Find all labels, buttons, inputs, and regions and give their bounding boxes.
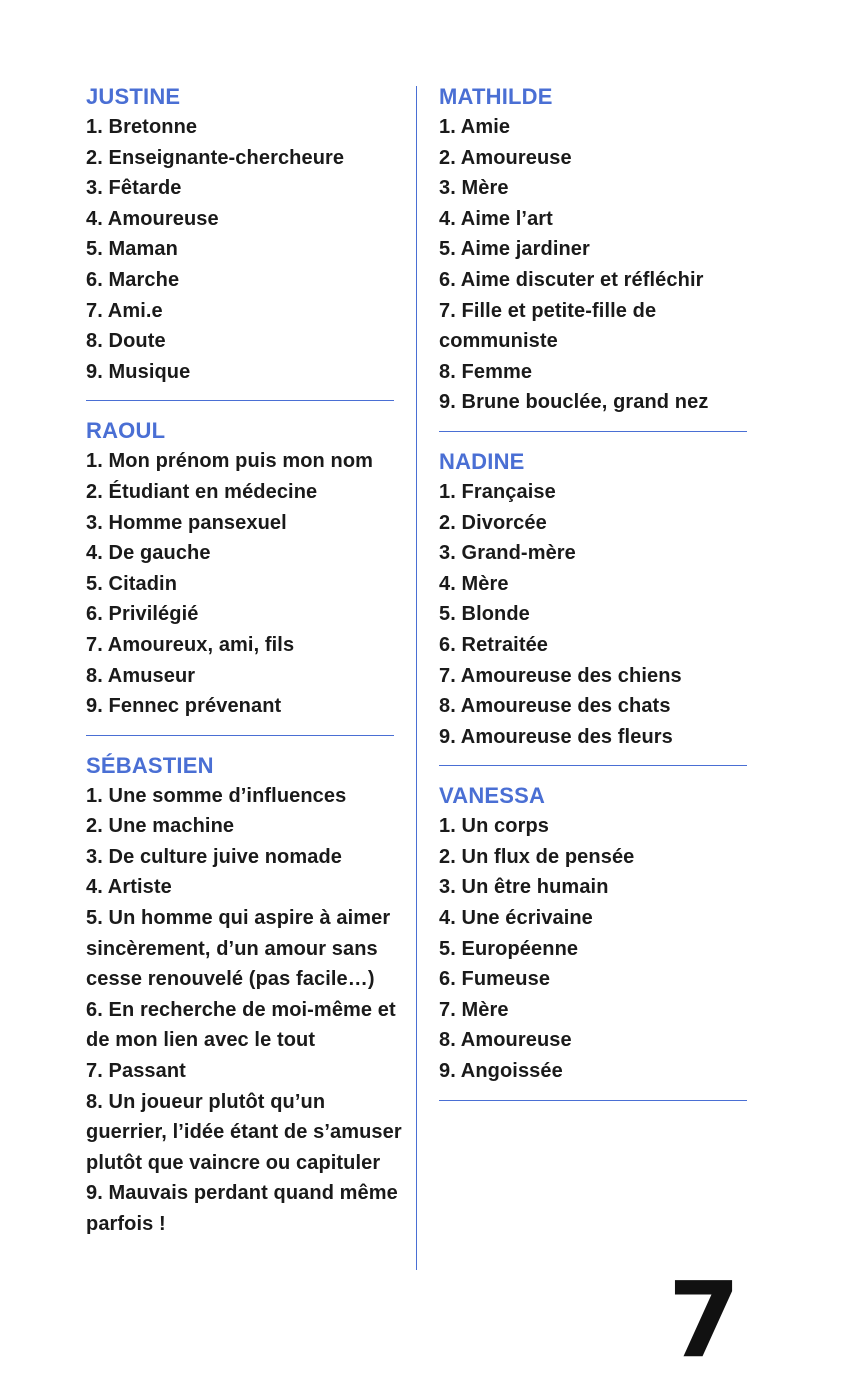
list-item: 9. Mauvais perdant quand même parfois !	[86, 1182, 398, 1235]
section-vanessa	[439, 781, 749, 1086]
section-title: RAOUL	[86, 418, 166, 444]
list-item: 2. Enseignante-chercheure	[86, 146, 345, 169]
list-item: 3. Grand-mère	[439, 542, 576, 565]
list-item: 5. Un homme qui aspire à aimer sincèrement, d’un amour sans cesse renouvelé (pas facile…)	[86, 907, 391, 991]
section-nadine	[439, 447, 749, 752]
item-list	[86, 112, 406, 387]
list-item: 9. Fennec prévenant	[86, 695, 282, 718]
section-divider	[439, 431, 747, 432]
list-item: 1. Française	[439, 480, 556, 503]
list-item: 4. De gauche	[86, 542, 211, 565]
list-item: 6. Aime discuter et réfléchir	[439, 268, 704, 291]
list-item: 7. Amoureuse des chiens	[439, 664, 682, 687]
section-title: SÉBASTIEN	[86, 752, 214, 778]
list-item: 6. Privilégié	[86, 603, 199, 626]
item-list	[86, 781, 406, 1240]
list-item: 7. Fille et petite-fille de communiste	[439, 299, 657, 353]
list-item: 9. Musique	[86, 360, 191, 383]
item-list	[439, 477, 749, 752]
list-item: 3. Un être humain	[439, 876, 609, 899]
list-item: 3. Homme pansexuel	[86, 511, 287, 534]
page-number: 7	[668, 1259, 741, 1381]
right-column	[439, 82, 749, 1116]
list-item: 8. Femme	[439, 360, 533, 383]
section-divider	[86, 735, 394, 736]
list-item: 4. Amoureuse	[86, 207, 219, 230]
list-item: 8. Un joueur plutôt qu’un guerrier, l’idée étant de s’amuser plutôt que vaincre ou capituler	[86, 1090, 402, 1174]
list-item: 8. Amuseur	[86, 664, 196, 687]
list-item: 2. Amoureuse	[439, 146, 572, 169]
list-item: 6. Marche	[86, 268, 180, 291]
list-item: 5. Aime jardiner	[439, 238, 590, 261]
list-item: 1. Bretonne	[86, 116, 198, 138]
list-item: 2. Une machine	[86, 815, 235, 838]
section-title: JUSTINE	[86, 84, 181, 109]
list-item: 1. Amie	[439, 116, 511, 138]
list-item: 7. Mère	[439, 998, 509, 1021]
list-item: 6. En recherche de moi-même et de mon lien avec le tout	[86, 998, 396, 1052]
list-item: 1. Une somme d’influences	[86, 784, 347, 807]
section-title: MATHILDE	[439, 84, 553, 109]
list-item: 2. Étudiant en médecine	[86, 480, 318, 503]
section-divider	[439, 1100, 747, 1101]
list-item: 5. Citadin	[86, 572, 178, 595]
list-item: 2. Un flux de pensée	[439, 845, 635, 868]
list-item: 9. Amoureuse des fleurs	[439, 725, 673, 748]
list-item: 5. Maman	[86, 238, 178, 261]
list-item: 3. Fêtarde	[86, 177, 182, 200]
list-item: 8. Doute	[86, 330, 166, 353]
section-title: VANESSA	[439, 783, 546, 809]
list-item: 8. Amoureuse des chats	[439, 695, 671, 718]
section-divider	[439, 765, 747, 766]
left-column	[86, 82, 406, 1240]
list-item: 7. Ami.e	[86, 299, 163, 322]
list-item: 5. Européenne	[439, 937, 579, 960]
list-item: 6. Retraitée	[439, 633, 549, 656]
section-title: NADINE	[439, 448, 525, 474]
list-item: 8. Amoureuse	[439, 1029, 572, 1052]
list-item: 4. Une écrivaine	[439, 907, 593, 930]
item-list	[86, 446, 406, 721]
item-list	[439, 811, 749, 1086]
list-item: 4. Aime l’art	[439, 207, 553, 230]
section-mathilde	[439, 82, 749, 418]
section-sebastien	[86, 751, 406, 1240]
list-item: 9. Angoissée	[439, 1060, 563, 1083]
list-item: 7. Passant	[86, 1060, 186, 1083]
list-item: 3. Mère	[439, 177, 509, 200]
item-list	[439, 112, 749, 418]
list-item: 7. Amoureux, ami, fils	[86, 633, 295, 656]
list-item: 1. Mon prénom puis mon nom	[86, 450, 374, 473]
list-item: 2. Divorcée	[439, 511, 547, 534]
section-raoul	[86, 416, 406, 721]
section-divider	[86, 400, 394, 401]
list-item: 5. Blonde	[439, 603, 530, 626]
list-item: 4. Mère	[439, 572, 509, 595]
list-item: 1. Un corps	[439, 815, 550, 838]
section-justine	[86, 82, 406, 387]
list-item: 6. Fumeuse	[439, 968, 551, 991]
list-item: 4. Artiste	[86, 876, 172, 899]
column-divider	[416, 86, 417, 1270]
list-item: 9. Brune bouclée, grand nez	[439, 391, 709, 414]
list-item: 3. De culture juive nomade	[86, 845, 343, 868]
